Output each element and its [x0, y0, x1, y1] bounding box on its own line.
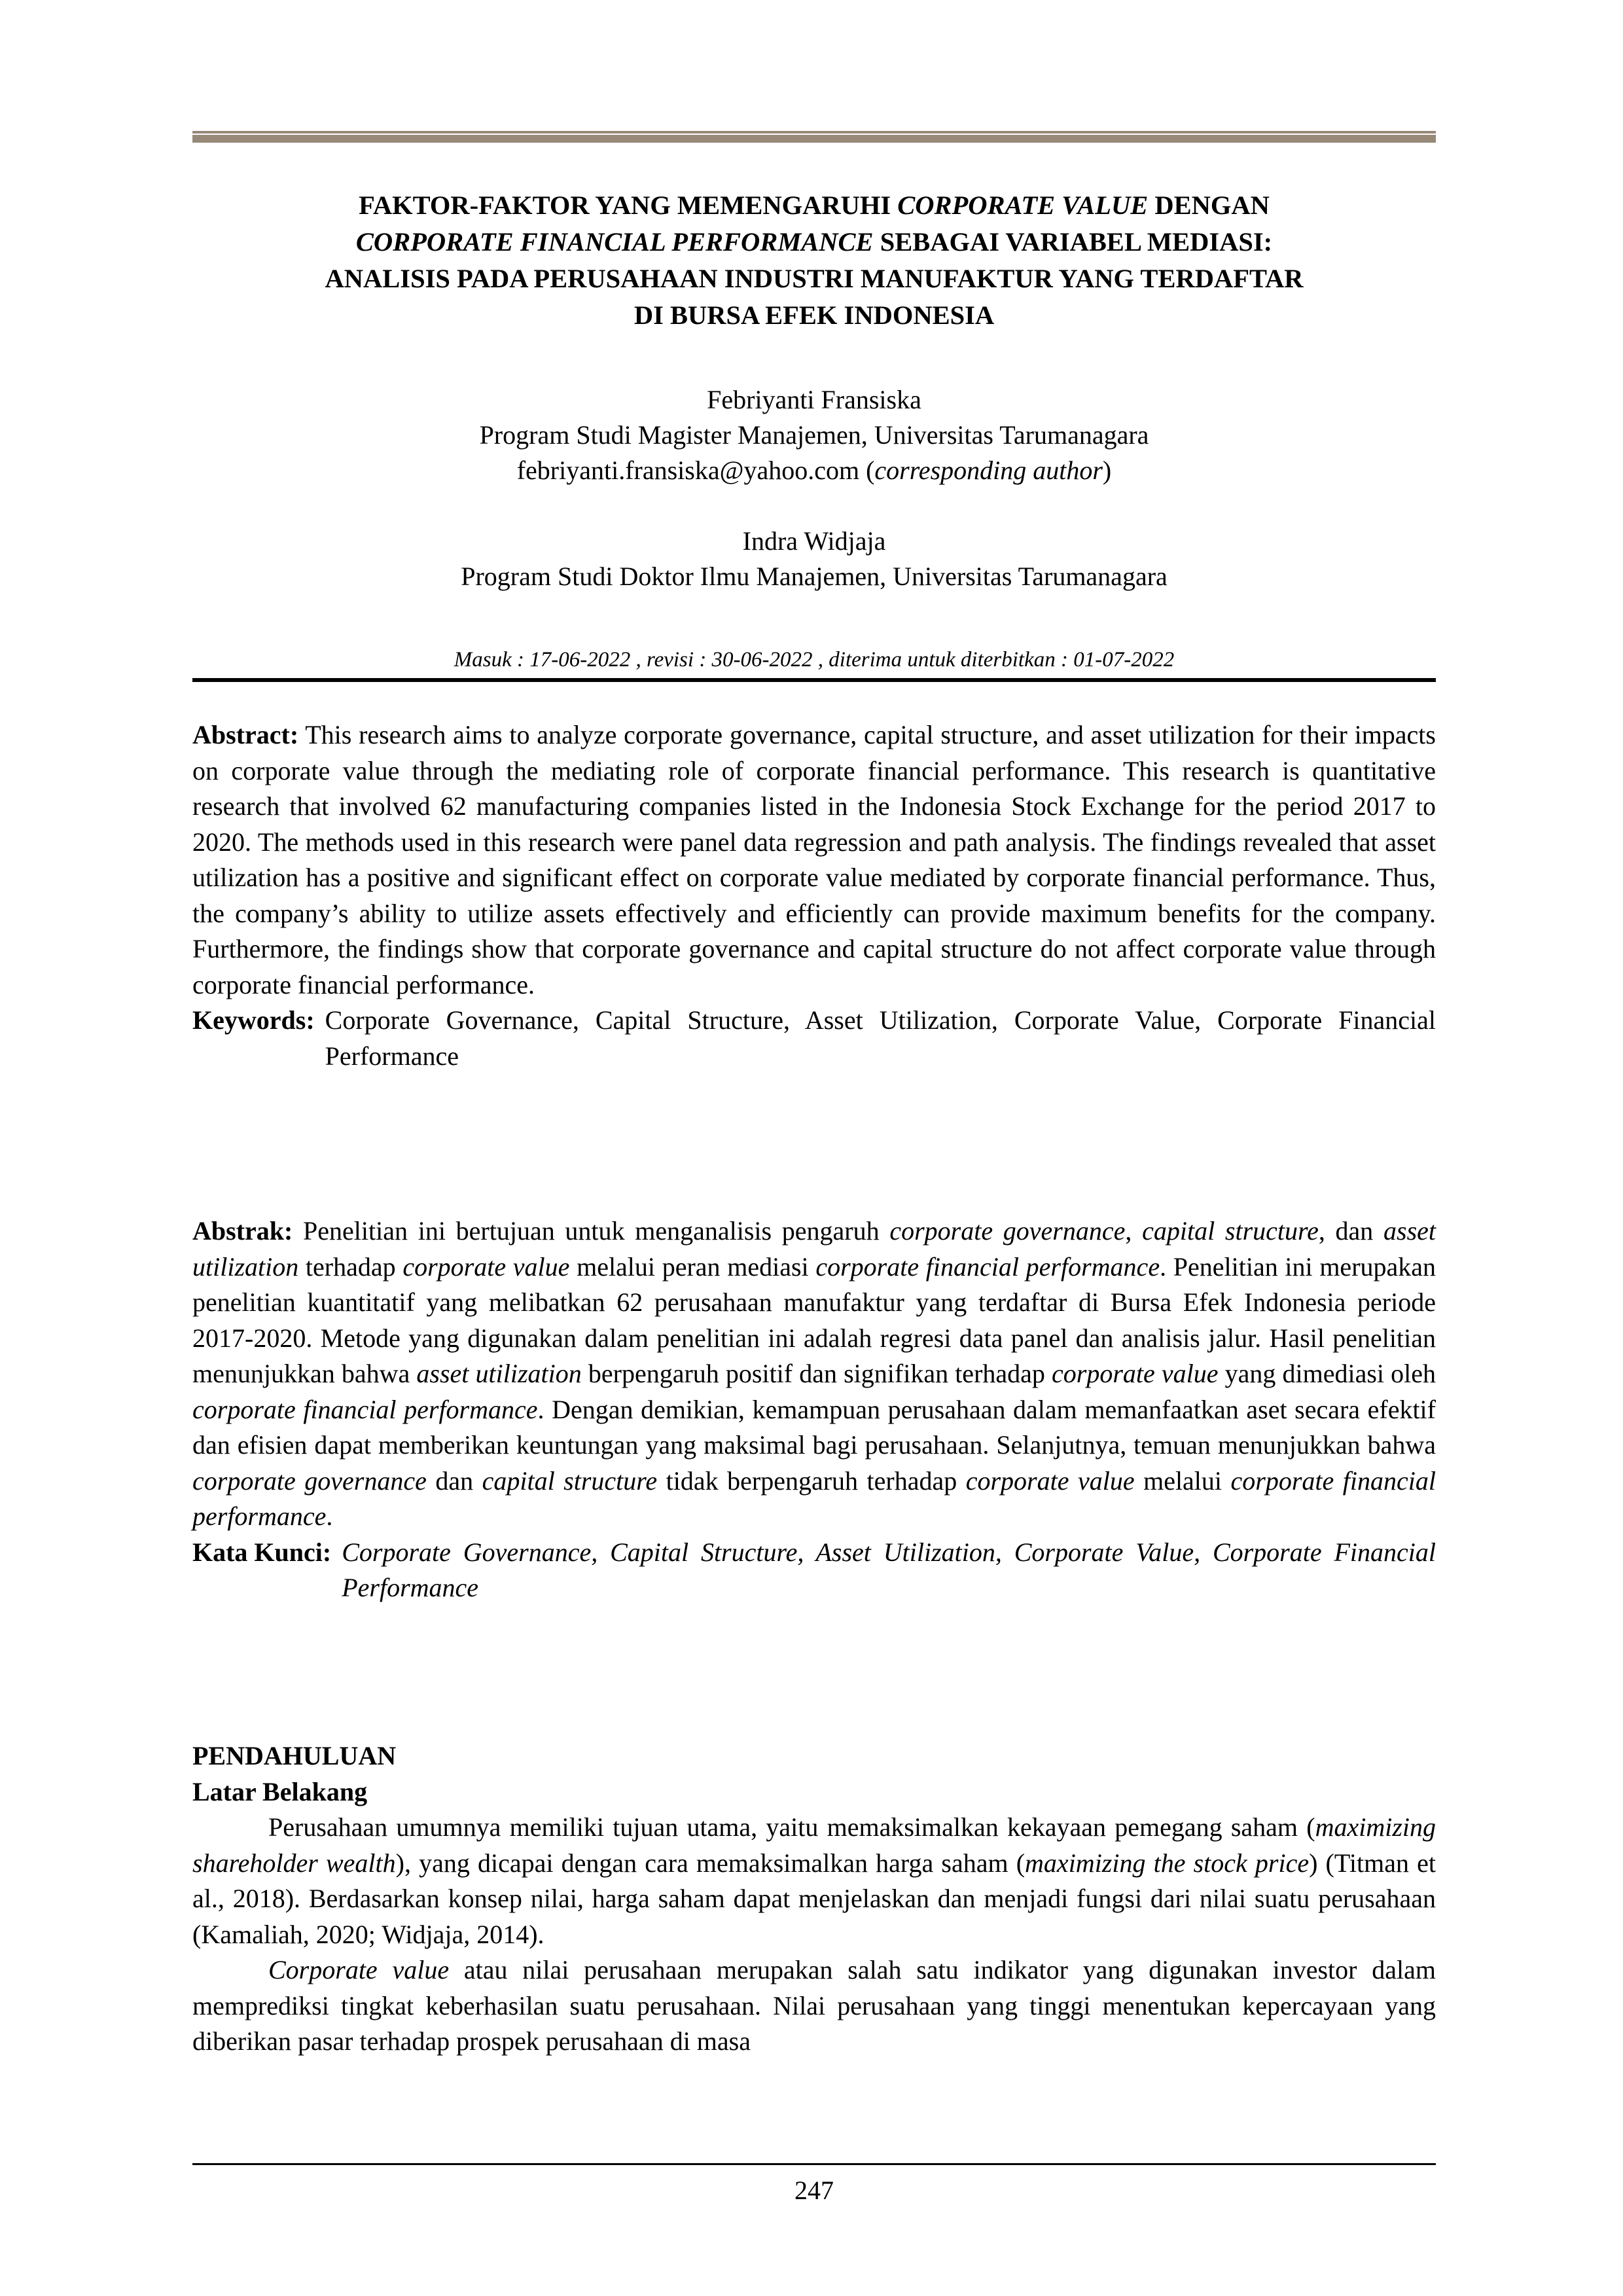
author-affiliation: Program Studi Magister Manajemen, Universitas Tarumanagara [479, 420, 1149, 450]
abstract-en-paragraph [192, 717, 1436, 1003]
italic-term: corporate financial performance [815, 1251, 1160, 1282]
text-run: yang dimediasi oleh [1218, 1359, 1436, 1388]
text-run: . Dengan demikian, kemampuan perusahaan dalam memanfaatkan aset secara efektif dan efisien dapat memberikan keuntungan yang maksimal bagi perusahaan. Selanjutnya, temuan menunjukkan bahwa [192, 1394, 1436, 1460]
italic-term: maximizing shareholder wealth [192, 1812, 1436, 1878]
kata-kunci-text: Corporate Governance, Capital Structure, Asset Utilization, Corporate Value, Corporate Financial Performance [342, 1537, 1436, 1602]
intro-paragraph-1 [192, 1810, 1436, 1952]
abstract-indonesian [192, 1213, 1436, 1606]
abstract-label: Abstract: [192, 720, 299, 749]
italic-term: capital structure [482, 1465, 658, 1496]
title-line-4: DI BURSA EFEK INDONESIA [633, 300, 995, 330]
italic-term: capital structure [1142, 1216, 1319, 1246]
italic-term: corporate governance [889, 1216, 1126, 1246]
text-run: . Penelitian ini merupakan penelitian kuantitatif yang melibatkan 62 perusahaan manufaktur yang terdaftar di Bursa Efek Indonesia periode 2017-2020. Metode yang digunakan dalam penelitian ini adalah regresi data panel dan analisis jalur. Hasil penelitian menunjukkan bahwa [192, 1251, 1436, 1388]
text-run: dan [426, 1465, 482, 1496]
page-number: 247 [794, 2176, 834, 2205]
subsection-heading: Latar Belakang [192, 1776, 368, 1806]
author-name: Indra Widjaja [742, 526, 886, 556]
italic-term: corporate governance [192, 1465, 427, 1496]
header-divider [192, 678, 1436, 682]
italic-term: corporate value [965, 1465, 1135, 1496]
author-1 [192, 382, 1436, 488]
author-affiliation: Program Studi Doktor Ilmu Manajemen, Universitas Tarumanagara [461, 562, 1168, 591]
text-run: Perusahaan umumnya memiliki tujuan utama, yaitu memaksimalkan kekayaan pemegang saham ( [268, 1812, 1315, 1842]
title-line-2: CORPORATE FINANCIAL PERFORMANCE SEBAGAI VARIABEL MEDIASI: [355, 227, 1273, 257]
submission-dates: Masuk : 17-06-2022 , revisi : 30-06-2022 , diterima untuk diterbitkan : 01-07-2022 [454, 648, 1175, 672]
kata-kunci-label: Kata Kunci: [192, 1537, 332, 1567]
text-run: tidak berpengaruh terhadap [657, 1465, 966, 1496]
paper-title [192, 187, 1436, 334]
header-rule-thin [192, 131, 1436, 134]
author-name: Febriyanti Fransiska [707, 385, 921, 414]
italic-term: corporate value [1052, 1359, 1219, 1388]
section-heading: PENDAHULUAN [192, 1741, 397, 1770]
abstract-text: This research aims to analyze corporate governance, capital structure, and asset utilization for their impacts on corporate value through the mediating role of corporate financial performance. This research is quantitative research that involved 62 manufacturing companies listed in the Indonesia Stock Exchange for the period 2017 to 2020. The methods used in this research were panel data regression and path analysis. The findings revealed that asset utilization has a positive and significant effect on corporate value mediated by corporate financial performance. Thus, the company’s ability to utilize assets effectively and efficiently can provide maximum benefits for the company. Furthermore, the findings show that corporate governance and capital structure do not affect corporate value through corporate financial performance. [192, 720, 1436, 999]
text-run: melalui peran mediasi [569, 1251, 816, 1282]
title-line-3: ANALISIS PADA PERUSAHAAN INDUSTRI MANUFAKTUR YANG TERDAFTAR [325, 264, 1304, 293]
text-run: atau nilai perusahaan merupakan salah satu indikator yang digunakan investor dalam memprediksi tingkat keberhasilan suatu perusahaan. Nilai perusahaan yang tinggi menentukan kepercayaan yang diberikan pasar terhadap prospek perusahaan di masa [192, 1955, 1436, 2056]
italic-term: corporate financial performance [192, 1465, 1436, 1531]
text-run: . [326, 1501, 333, 1531]
author-list [192, 382, 1436, 630]
italic-term: corporate financial performance [192, 1394, 538, 1424]
abstrak-label: Abstrak: [192, 1216, 293, 1246]
author-2 [192, 524, 1436, 594]
intro-paragraph-2 [192, 1952, 1436, 2060]
italic-term: corporate value [402, 1251, 570, 1282]
footer-divider [192, 2163, 1436, 2165]
italic-term: asset utilization [416, 1359, 582, 1388]
introduction-section [192, 1738, 1436, 2060]
title-line-1: FAKTOR-FAKTOR YANG MEMENGARUHI CORPORATE VALUE DENGAN [359, 190, 1270, 220]
text-run: melalui [1134, 1465, 1231, 1496]
kata-kunci-row [192, 1535, 1436, 1606]
header-rule-thick [192, 135, 1436, 143]
author-email[interactable]: febriyanti.fransiska@yahoo.com [516, 456, 860, 485]
keywords-row [192, 1003, 1436, 1074]
text-run: ) (Titman et al., 2018). Berdasarkan konsep nilai, harga saham dapat menjelaskan dan menjadi fungsi dari nilai suatu perusahaan (Kamaliah, 2020; Widjaja, 2014). [192, 1848, 1436, 1949]
italic-term: maximizing the stock price [1025, 1848, 1310, 1878]
text-run: ), yang dicapai dengan cara memaksimalkan harga saham ( [395, 1848, 1026, 1878]
abstract-english [192, 717, 1436, 1074]
text-run: , dan [1318, 1216, 1384, 1246]
author-email-line: febriyanti.fransiska@yahoo.com (corresponding author) [516, 456, 1112, 485]
text-run: Penelitian ini bertujuan untuk menganalisis pengaruh [293, 1216, 890, 1246]
italic-term: asset utilization [192, 1216, 1436, 1282]
italic-term: Corporate value [268, 1955, 450, 1984]
abstrak-paragraph [192, 1213, 1436, 1535]
text-run: , [1125, 1216, 1143, 1246]
text-run: berpengaruh positif dan signifikan terhadap [581, 1359, 1052, 1388]
text-run: terhadap [298, 1251, 403, 1282]
keywords-text: Corporate Governance, Capital Structure, Asset Utilization, Corporate Value, Corporate Financial Performance [325, 1005, 1436, 1071]
keywords-label: Keywords: [192, 1005, 315, 1035]
